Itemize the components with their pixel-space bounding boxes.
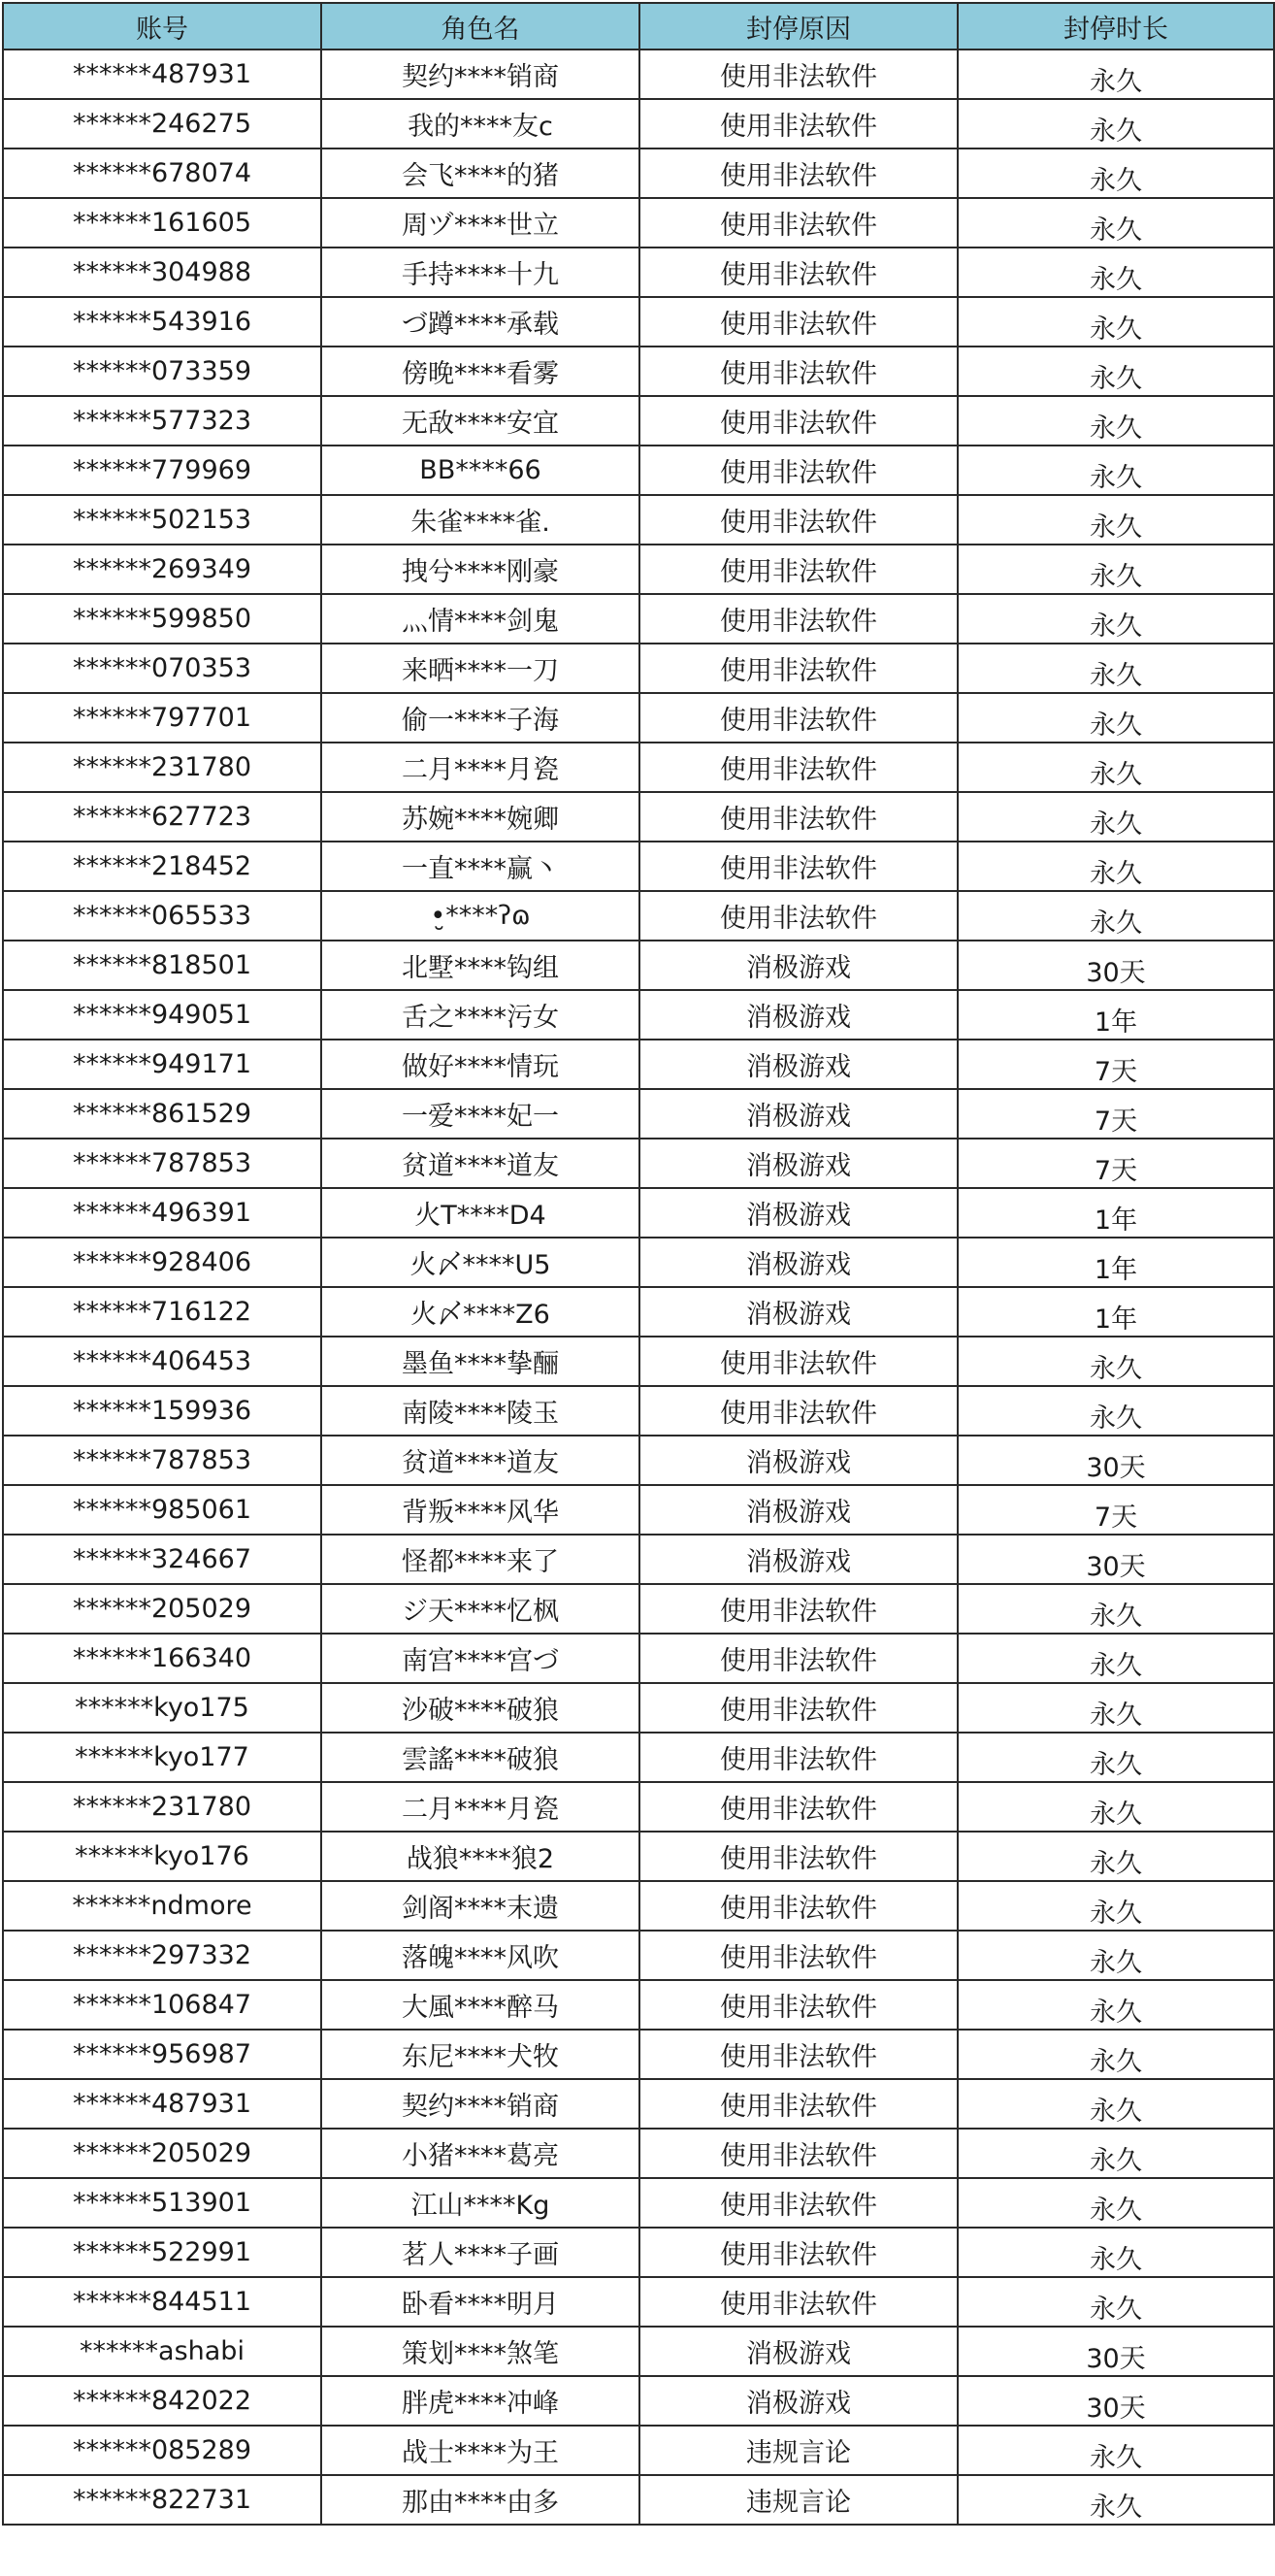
ban-duration-cell: 永久 — [958, 1832, 1274, 1881]
ban-reason-cell: 使用非法软件 — [639, 99, 958, 149]
account-cell: ******678074 — [3, 149, 321, 198]
ban-duration-cell: 永久 — [958, 347, 1274, 396]
account-cell: ******205029 — [3, 2129, 321, 2178]
table-row — [3, 446, 1274, 495]
role-name-cell: 江山****Kg — [321, 2178, 639, 2228]
table-row — [3, 1782, 1274, 1832]
ban-duration-cell: 永久 — [958, 396, 1274, 446]
ban-list-table — [2, 2, 1275, 2526]
header-ban-duration: 封停时长 — [958, 3, 1274, 50]
account-cell: ******787853 — [3, 1139, 321, 1188]
table-row — [3, 347, 1274, 396]
table-row — [3, 2228, 1274, 2277]
account-cell: ******787853 — [3, 1436, 321, 1485]
table-row — [3, 2030, 1274, 2079]
ban-reason-cell: 使用非法软件 — [639, 792, 958, 842]
ban-reason-cell: 使用非法软件 — [639, 1584, 958, 1634]
account-cell: ******246275 — [3, 99, 321, 149]
table-row — [3, 1436, 1274, 1485]
ban-duration-cell: 1年 — [958, 1287, 1274, 1337]
ban-reason-cell: 消极游戏 — [639, 1436, 958, 1485]
role-name-cell: 手持****十九 — [321, 248, 639, 297]
account-cell: ******070353 — [3, 644, 321, 693]
account-cell: ******842022 — [3, 2376, 321, 2426]
account-cell: ******085289 — [3, 2426, 321, 2475]
role-name-cell: 朱雀****雀. — [321, 495, 639, 545]
account-cell: ******949171 — [3, 1040, 321, 1089]
role-name-cell: 茗人****子画 — [321, 2228, 639, 2277]
ban-duration-cell: 永久 — [958, 1881, 1274, 1931]
account-cell: ******205029 — [3, 1584, 321, 1634]
table-row — [3, 149, 1274, 198]
ban-reason-cell: 消极游戏 — [639, 2327, 958, 2376]
role-name-cell: 小猪****葛亮 — [321, 2129, 639, 2178]
ban-duration-cell: 永久 — [958, 50, 1274, 99]
table-row — [3, 2376, 1274, 2426]
table-row — [3, 248, 1274, 297]
role-name-cell: 沙破****破狼 — [321, 1683, 639, 1733]
table-row — [3, 198, 1274, 248]
ban-reason-cell: 使用非法软件 — [639, 2228, 958, 2277]
ban-duration-cell: 永久 — [958, 2277, 1274, 2327]
ban-reason-cell: 使用非法软件 — [639, 495, 958, 545]
header-row — [3, 3, 1274, 50]
role-name-cell: 南宫****宫づ — [321, 1634, 639, 1683]
ban-duration-cell: 永久 — [958, 248, 1274, 297]
account-cell: ******513901 — [3, 2178, 321, 2228]
account-cell: ******218452 — [3, 842, 321, 891]
account-cell: ******522991 — [3, 2228, 321, 2277]
table-row — [3, 1980, 1274, 2030]
role-name-cell: 策划****煞笔 — [321, 2327, 639, 2376]
ban-duration-cell: 永久 — [958, 1634, 1274, 1683]
role-name-cell: 北墅****钩组 — [321, 941, 639, 990]
ban-duration-cell: 永久 — [958, 1733, 1274, 1782]
ban-duration-cell: 永久 — [958, 1931, 1274, 1980]
table-row — [3, 1337, 1274, 1386]
account-cell: ******949051 — [3, 990, 321, 1040]
table-row — [3, 2426, 1274, 2475]
role-name-cell: 南陵****陵玉 — [321, 1386, 639, 1436]
role-name-cell: 会飞****的猪 — [321, 149, 639, 198]
role-name-cell: 大風****醉马 — [321, 1980, 639, 2030]
table-row — [3, 1386, 1274, 1436]
role-name-cell: 东尼****犬牧 — [321, 2030, 639, 2079]
account-cell: ******106847 — [3, 1980, 321, 2030]
ban-duration-cell: 永久 — [958, 792, 1274, 842]
table-row — [3, 99, 1274, 149]
table-row — [3, 2277, 1274, 2327]
account-cell: ******928406 — [3, 1238, 321, 1287]
role-name-cell: 胖虎****冲峰 — [321, 2376, 639, 2426]
role-name-cell: 墨鱼****挚酾 — [321, 1337, 639, 1386]
ban-reason-cell: 使用非法软件 — [639, 248, 958, 297]
role-name-cell: 无敌****安宜 — [321, 396, 639, 446]
ban-duration-cell: 7天 — [958, 1139, 1274, 1188]
role-name-cell: 怪都****来了 — [321, 1535, 639, 1584]
ban-reason-cell: 使用非法软件 — [639, 1733, 958, 1782]
table-row — [3, 1535, 1274, 1584]
table-row — [3, 990, 1274, 1040]
ban-duration-cell: 永久 — [958, 2129, 1274, 2178]
role-name-cell: 苏婉****婉卿 — [321, 792, 639, 842]
account-cell: ******159936 — [3, 1386, 321, 1436]
role-name-cell: 战狼****狼2 — [321, 1832, 639, 1881]
account-cell: ******797701 — [3, 693, 321, 743]
table-row — [3, 792, 1274, 842]
ban-duration-cell: 7天 — [958, 1089, 1274, 1139]
ban-reason-cell: 消极游戏 — [639, 1238, 958, 1287]
role-name-cell: 契约****销商 — [321, 50, 639, 99]
ban-reason-cell: 使用非法软件 — [639, 1980, 958, 2030]
role-name-cell: 拽兮****刚豪 — [321, 545, 639, 594]
ban-duration-cell: 永久 — [958, 149, 1274, 198]
account-cell: ******861529 — [3, 1089, 321, 1139]
account-cell: ******269349 — [3, 545, 321, 594]
ban-duration-cell: 永久 — [958, 1683, 1274, 1733]
table-row — [3, 594, 1274, 644]
ban-duration-cell: 永久 — [958, 545, 1274, 594]
ban-duration-cell: 永久 — [958, 743, 1274, 792]
ban-duration-cell: 30天 — [958, 1436, 1274, 1485]
ban-reason-cell: 使用非法软件 — [639, 2079, 958, 2129]
ban-reason-cell: 使用非法软件 — [639, 1634, 958, 1683]
table-row — [3, 1634, 1274, 1683]
ban-reason-cell: 消极游戏 — [639, 2376, 958, 2426]
role-name-cell: 一爱****妃一 — [321, 1089, 639, 1139]
role-name-cell: 我的****友c — [321, 99, 639, 149]
ban-duration-cell: 永久 — [958, 1584, 1274, 1634]
role-name-cell: 二月****月瓷 — [321, 1782, 639, 1832]
ban-reason-cell: 使用非法软件 — [639, 347, 958, 396]
account-cell: ******956987 — [3, 2030, 321, 2079]
account-cell: ******487931 — [3, 50, 321, 99]
ban-duration-cell: 永久 — [958, 594, 1274, 644]
ban-reason-cell: 使用非法软件 — [639, 1832, 958, 1881]
ban-reason-cell: 使用非法软件 — [639, 842, 958, 891]
ban-reason-cell: 使用非法软件 — [639, 2030, 958, 2079]
table-row — [3, 1485, 1274, 1535]
account-cell: ******844511 — [3, 2277, 321, 2327]
account-cell: ******502153 — [3, 495, 321, 545]
ban-reason-cell: 违规言论 — [639, 2475, 958, 2525]
role-name-cell: づ蹲****承载 — [321, 297, 639, 347]
ban-duration-cell: 永久 — [958, 2178, 1274, 2228]
ban-duration-cell: 1年 — [958, 1238, 1274, 1287]
table-row — [3, 644, 1274, 693]
ban-reason-cell: 消极游戏 — [639, 941, 958, 990]
account-cell: ******065533 — [3, 891, 321, 941]
account-cell: ******ashabi — [3, 2327, 321, 2376]
ban-reason-cell: 使用非法软件 — [639, 1931, 958, 1980]
role-name-cell: 灬情****剑鬼 — [321, 594, 639, 644]
role-name-cell: 火〆****Z6 — [321, 1287, 639, 1337]
table-row — [3, 2327, 1274, 2376]
account-cell: ******231780 — [3, 1782, 321, 1832]
ban-duration-cell: 永久 — [958, 891, 1274, 941]
ban-reason-cell: 消极游戏 — [639, 990, 958, 1040]
ban-reason-cell: 使用非法软件 — [639, 198, 958, 248]
account-cell: ******304988 — [3, 248, 321, 297]
table-row — [3, 545, 1274, 594]
ban-reason-cell: 使用非法软件 — [639, 545, 958, 594]
ban-duration-cell: 30天 — [958, 1535, 1274, 1584]
ban-duration-cell: 永久 — [958, 2079, 1274, 2129]
ban-reason-cell: 消极游戏 — [639, 1089, 958, 1139]
table-row — [3, 1089, 1274, 1139]
ban-reason-cell: 违规言论 — [639, 2426, 958, 2475]
role-name-cell: ジ天****忆枫 — [321, 1584, 639, 1634]
ban-duration-cell: 永久 — [958, 1980, 1274, 2030]
ban-reason-cell: 使用非法软件 — [639, 1881, 958, 1931]
ban-reason-cell: 使用非法软件 — [639, 1386, 958, 1436]
ban-reason-cell: 消极游戏 — [639, 1188, 958, 1238]
ban-duration-cell: 永久 — [958, 693, 1274, 743]
ban-duration-cell: 7天 — [958, 1485, 1274, 1535]
ban-reason-cell: 使用非法软件 — [639, 149, 958, 198]
account-cell: ******161605 — [3, 198, 321, 248]
ban-duration-cell: 永久 — [958, 297, 1274, 347]
ban-reason-cell: 使用非法软件 — [639, 50, 958, 99]
role-name-cell: 剑阁****末遗 — [321, 1881, 639, 1931]
table-row — [3, 1931, 1274, 1980]
ban-duration-cell: 永久 — [958, 2426, 1274, 2475]
ban-reason-cell: 使用非法软件 — [639, 2178, 958, 2228]
account-cell: ******627723 — [3, 792, 321, 842]
ban-reason-cell: 消极游戏 — [639, 1485, 958, 1535]
table-row — [3, 396, 1274, 446]
account-cell: ******577323 — [3, 396, 321, 446]
table-row — [3, 2079, 1274, 2129]
table-row — [3, 2178, 1274, 2228]
table-row — [3, 1139, 1274, 1188]
table-row — [3, 1238, 1274, 1287]
role-name-cell: 偷一****子海 — [321, 693, 639, 743]
ban-reason-cell: 消极游戏 — [639, 1040, 958, 1089]
role-name-cell: •̮****ʔɷ — [321, 891, 639, 941]
ban-reason-cell: 使用非法软件 — [639, 396, 958, 446]
ban-duration-cell: 永久 — [958, 495, 1274, 545]
account-cell: ******985061 — [3, 1485, 321, 1535]
header-ban-reason: 封停原因 — [639, 3, 958, 50]
ban-reason-cell: 使用非法软件 — [639, 2129, 958, 2178]
account-cell: ******487931 — [3, 2079, 321, 2129]
table-row — [3, 1832, 1274, 1881]
table-row — [3, 1040, 1274, 1089]
ban-reason-cell: 使用非法软件 — [639, 1782, 958, 1832]
account-cell: ******599850 — [3, 594, 321, 644]
role-name-cell: BB****66 — [321, 446, 639, 495]
ban-reason-cell: 使用非法软件 — [639, 693, 958, 743]
table-row — [3, 1733, 1274, 1782]
ban-duration-cell: 7天 — [958, 1040, 1274, 1089]
ban-reason-cell: 使用非法软件 — [639, 644, 958, 693]
ban-duration-cell: 1年 — [958, 1188, 1274, 1238]
role-name-cell: 背叛****风华 — [321, 1485, 639, 1535]
role-name-cell: 二月****月瓷 — [321, 743, 639, 792]
role-name-cell: 火〆****U5 — [321, 1238, 639, 1287]
role-name-cell: 贫道****道友 — [321, 1436, 639, 1485]
account-cell: ******073359 — [3, 347, 321, 396]
role-name-cell: 雲謠****破狼 — [321, 1733, 639, 1782]
ban-duration-cell: 永久 — [958, 842, 1274, 891]
ban-reason-cell: 使用非法软件 — [639, 743, 958, 792]
table-row — [3, 2129, 1274, 2178]
account-cell: ******297332 — [3, 1931, 321, 1980]
table-row — [3, 1683, 1274, 1733]
ban-duration-cell: 30天 — [958, 2327, 1274, 2376]
ban-reason-cell: 使用非法软件 — [639, 1683, 958, 1733]
account-cell: ******231780 — [3, 743, 321, 792]
table-row — [3, 693, 1274, 743]
ban-duration-cell: 永久 — [958, 99, 1274, 149]
role-name-cell: 周ヅ****世立 — [321, 198, 639, 248]
account-cell: ******kyo175 — [3, 1683, 321, 1733]
role-name-cell: 那由****由多 — [321, 2475, 639, 2525]
ban-duration-cell: 永久 — [958, 1337, 1274, 1386]
ban-reason-cell: 使用非法软件 — [639, 2277, 958, 2327]
account-cell: ******543916 — [3, 297, 321, 347]
role-name-cell: 来晒****一刀 — [321, 644, 639, 693]
account-cell: ******496391 — [3, 1188, 321, 1238]
ban-duration-cell: 永久 — [958, 2475, 1274, 2525]
table-row — [3, 2475, 1274, 2525]
table-row — [3, 297, 1274, 347]
account-cell: ******818501 — [3, 941, 321, 990]
table-row — [3, 743, 1274, 792]
header-account: 账号 — [3, 3, 321, 50]
account-cell: ******324667 — [3, 1535, 321, 1584]
table-row — [3, 1287, 1274, 1337]
account-cell: ******822731 — [3, 2475, 321, 2525]
table-row — [3, 842, 1274, 891]
table-row — [3, 50, 1274, 99]
role-name-cell: 落魄****风吹 — [321, 1931, 639, 1980]
ban-duration-cell: 永久 — [958, 2228, 1274, 2277]
ban-duration-cell: 1年 — [958, 990, 1274, 1040]
role-name-cell: 一直****赢丶 — [321, 842, 639, 891]
ban-reason-cell: 消极游戏 — [639, 1535, 958, 1584]
role-name-cell: 火T****D4 — [321, 1188, 639, 1238]
table-row — [3, 1188, 1274, 1238]
ban-duration-cell: 永久 — [958, 644, 1274, 693]
ban-duration-cell: 永久 — [958, 1782, 1274, 1832]
ban-duration-cell: 永久 — [958, 446, 1274, 495]
table-row — [3, 891, 1274, 941]
role-name-cell: 战士****为王 — [321, 2426, 639, 2475]
role-name-cell: 契约****销商 — [321, 2079, 639, 2129]
header-role-name: 角色名 — [321, 3, 639, 50]
ban-duration-cell: 30天 — [958, 941, 1274, 990]
ban-reason-cell: 消极游戏 — [639, 1139, 958, 1188]
role-name-cell: 卧看****明月 — [321, 2277, 639, 2327]
ban-duration-cell: 永久 — [958, 1386, 1274, 1436]
account-cell: ******406453 — [3, 1337, 321, 1386]
role-name-cell: 舌之****污女 — [321, 990, 639, 1040]
ban-duration-cell: 永久 — [958, 198, 1274, 248]
ban-reason-cell: 使用非法软件 — [639, 891, 958, 941]
role-name-cell: 做好****情玩 — [321, 1040, 639, 1089]
account-cell: ******166340 — [3, 1634, 321, 1683]
table-row — [3, 495, 1274, 545]
table-row — [3, 1584, 1274, 1634]
account-cell: ******kyo177 — [3, 1733, 321, 1782]
ban-reason-cell: 使用非法软件 — [639, 297, 958, 347]
ban-reason-cell: 使用非法软件 — [639, 1337, 958, 1386]
table-body — [3, 50, 1274, 2525]
role-name-cell: 傍晚****看雾 — [321, 347, 639, 396]
account-cell: ******779969 — [3, 446, 321, 495]
account-cell: ******kyo176 — [3, 1832, 321, 1881]
ban-reason-cell: 使用非法软件 — [639, 446, 958, 495]
account-cell: ******ndmore — [3, 1881, 321, 1931]
ban-duration-cell: 30天 — [958, 2376, 1274, 2426]
table-row — [3, 1881, 1274, 1931]
account-cell: ******716122 — [3, 1287, 321, 1337]
role-name-cell: 贫道****道友 — [321, 1139, 639, 1188]
table-row — [3, 941, 1274, 990]
ban-duration-cell: 永久 — [958, 2030, 1274, 2079]
ban-reason-cell: 使用非法软件 — [639, 594, 958, 644]
ban-reason-cell: 消极游戏 — [639, 1287, 958, 1337]
